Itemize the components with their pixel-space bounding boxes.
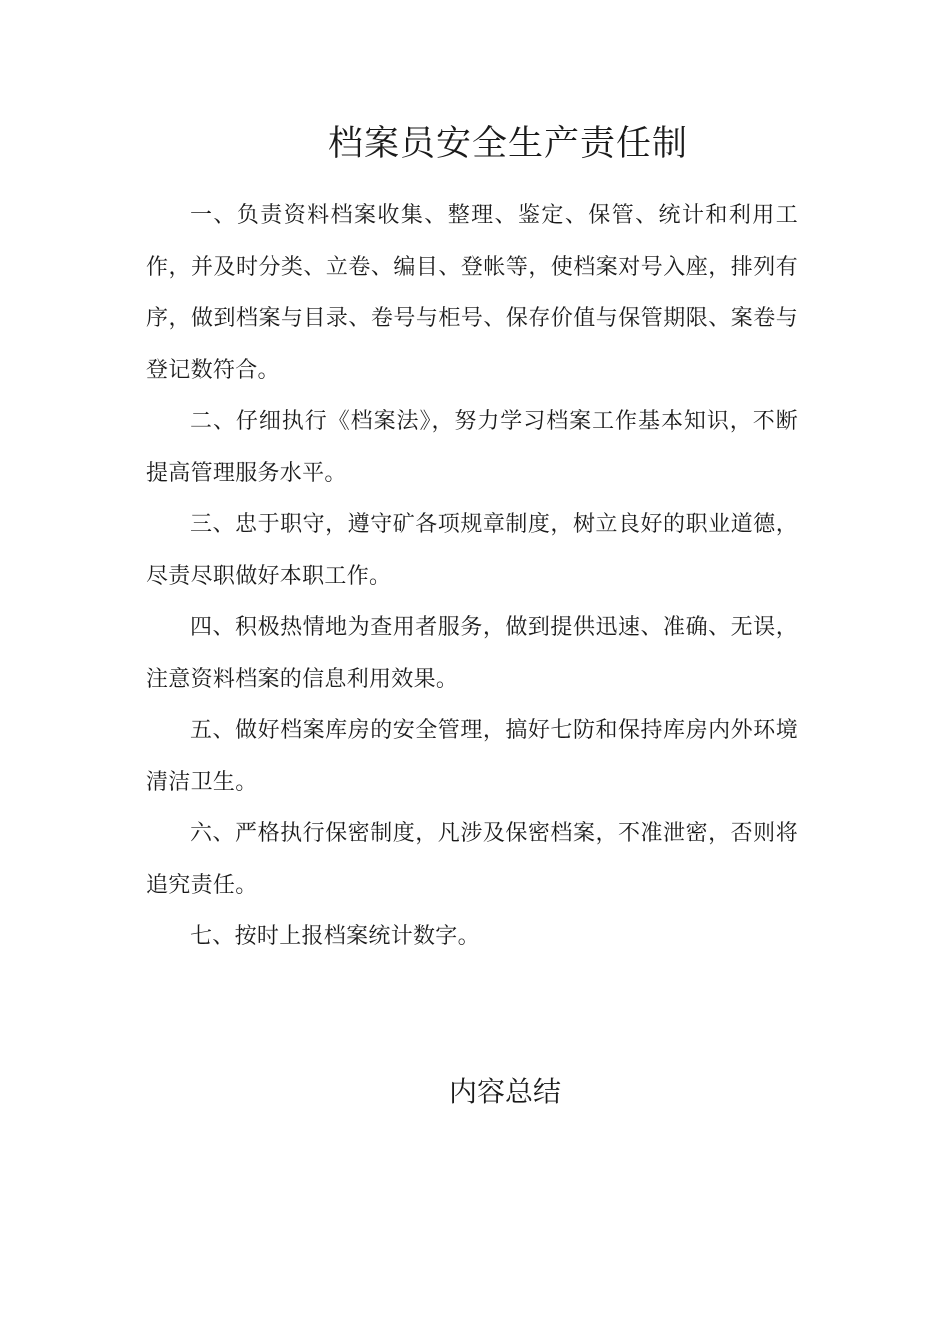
summary-heading: 内容总结 (448, 1075, 561, 1108)
paragraph-1: 一、负责资料档案收集、整理、鉴定、保管、统计和利用工作，并及时分类、立卷、编目、登帐等，使档案对号入座，排列有序，做到档案与目录、卷号与柜号、保存价值与保管期限、案卷与登记数符合。 (146, 203, 798, 383)
paragraph-4: 四、积极热情地为查用者服务，做到提供迅速、准确、无误，注意资料档案的信息利用效果。 (146, 615, 798, 692)
paragraph-5: 五、做好档案库房的安全管理，搞好七防和保持库房内外环境清洁卫生。 (146, 718, 798, 795)
paragraph-6: 六、严格执行保密制度，凡涉及保密档案，不准泄密，否则将追究责任。 (146, 821, 798, 898)
paragraph-3: 三、忠于职守，遵守矿各项规章制度，树立良好的职业道德，尽责尽职做好本职工作。 (146, 512, 798, 589)
document-body (146, 190, 798, 963)
document-title: 档案员安全生产责任制 (327, 124, 688, 164)
paragraph-7: 七、按时上报档案统计数字。 (190, 924, 480, 949)
paragraph-2: 二、仔细执行《档案法》，努力学习档案工作基本知识，不断提高管理服务水平。 (146, 409, 798, 486)
